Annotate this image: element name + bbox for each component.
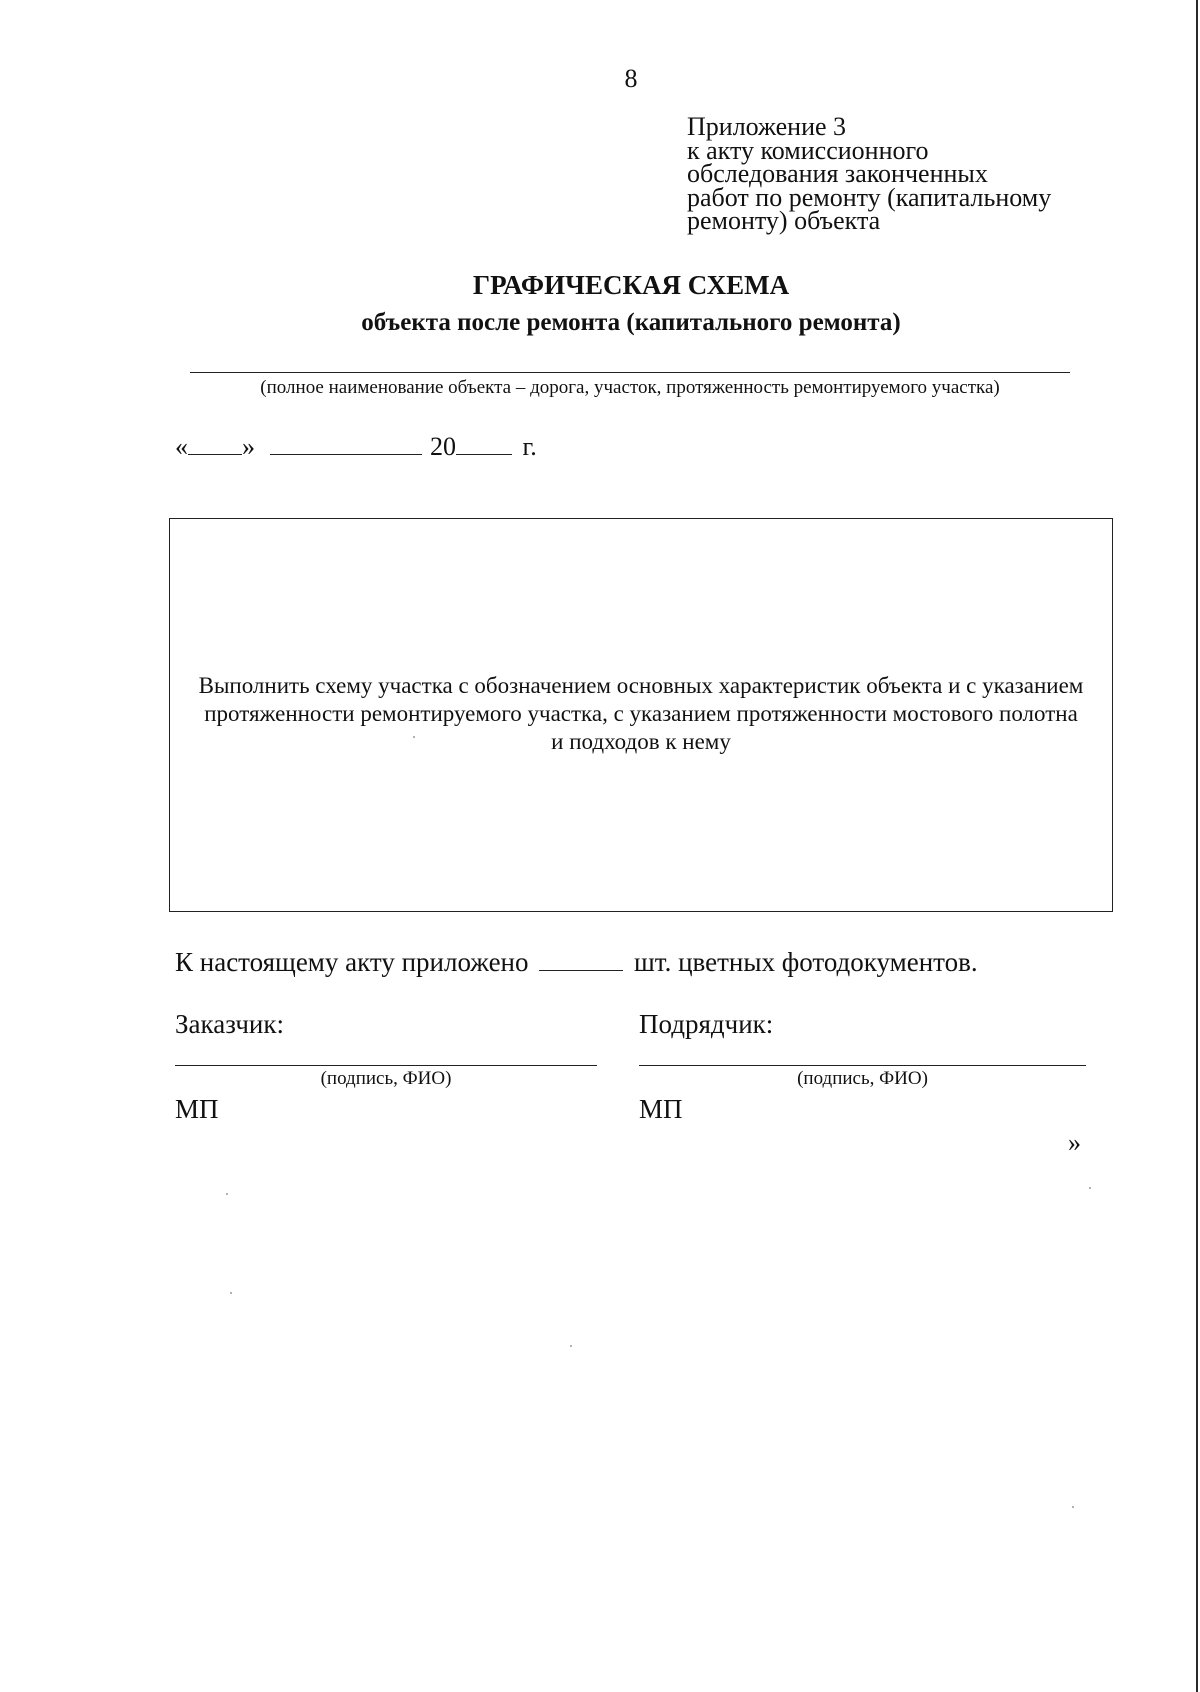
appendix-line: работ по ремонту (капитальному [687, 182, 1052, 212]
date-close-quote: » [242, 432, 255, 461]
scan-speck [1072, 1506, 1074, 1508]
schema-instruction-line: Выполнить схему участка с обозначением основных характеристик объекта и с указанием [198, 673, 1084, 698]
appendix-line: обследования законченных [687, 159, 988, 188]
year-prefix: 20 [430, 432, 456, 461]
contractor-signature-caption: (подпись, ФИО) [797, 1068, 928, 1089]
contractor-label: Подрядчик: [639, 1009, 774, 1039]
customer-stamp-label: МП [175, 1094, 219, 1124]
page-number: 8 [624, 64, 638, 93]
date-open-quote: « [175, 432, 188, 461]
attachment-text-after: шт. цветных фотодокументов. [634, 947, 978, 977]
schema-instruction-line: и подходов к нему [551, 729, 731, 754]
attachment-text-before: К настоящему акту приложено [175, 947, 529, 977]
scan-speck [570, 1345, 572, 1347]
customer-label: Заказчик: [175, 1009, 284, 1039]
scan-speck [230, 1292, 232, 1294]
customer-signature-caption: (подпись, ФИО) [320, 1068, 452, 1089]
object-name-field-line [190, 372, 1070, 373]
date-row [175, 432, 537, 462]
photo-count-blank [539, 948, 623, 971]
appendix-line: ремонту) объекта [687, 206, 881, 235]
object-name-caption: (полное наименование объекта – дорога, участок, протяженность ремонтируемого участка) [260, 377, 1000, 398]
customer-signature-line [175, 1065, 597, 1066]
contractor-signature-line [639, 1065, 1086, 1066]
year-blank [456, 432, 512, 455]
appendix-line: Приложение 3 [687, 112, 847, 141]
page-edge [1196, 0, 1198, 1692]
scan-speck [226, 1193, 228, 1195]
year-suffix: г. [522, 432, 537, 461]
scan-speck [1089, 1187, 1091, 1189]
document-subtitle: объекта после ремонта (капитального ремонта) [361, 309, 901, 336]
appendix-line: к акту комиссионного [687, 135, 929, 165]
closing-quote: » [1068, 1128, 1081, 1157]
schema-instruction-line: протяженности ремонтируемого участка, с указанием протяженности мостового полотна [204, 701, 1078, 726]
month-blank [270, 432, 422, 455]
day-blank [188, 432, 242, 455]
scan-speck [413, 736, 415, 738]
document-title: ГРАФИЧЕСКАЯ СХЕМА [472, 270, 790, 300]
appendix-note [687, 112, 1127, 235]
contractor-stamp-label: МП [639, 1094, 683, 1124]
schema-instructions [169, 672, 1113, 756]
attachment-statement [175, 947, 978, 978]
